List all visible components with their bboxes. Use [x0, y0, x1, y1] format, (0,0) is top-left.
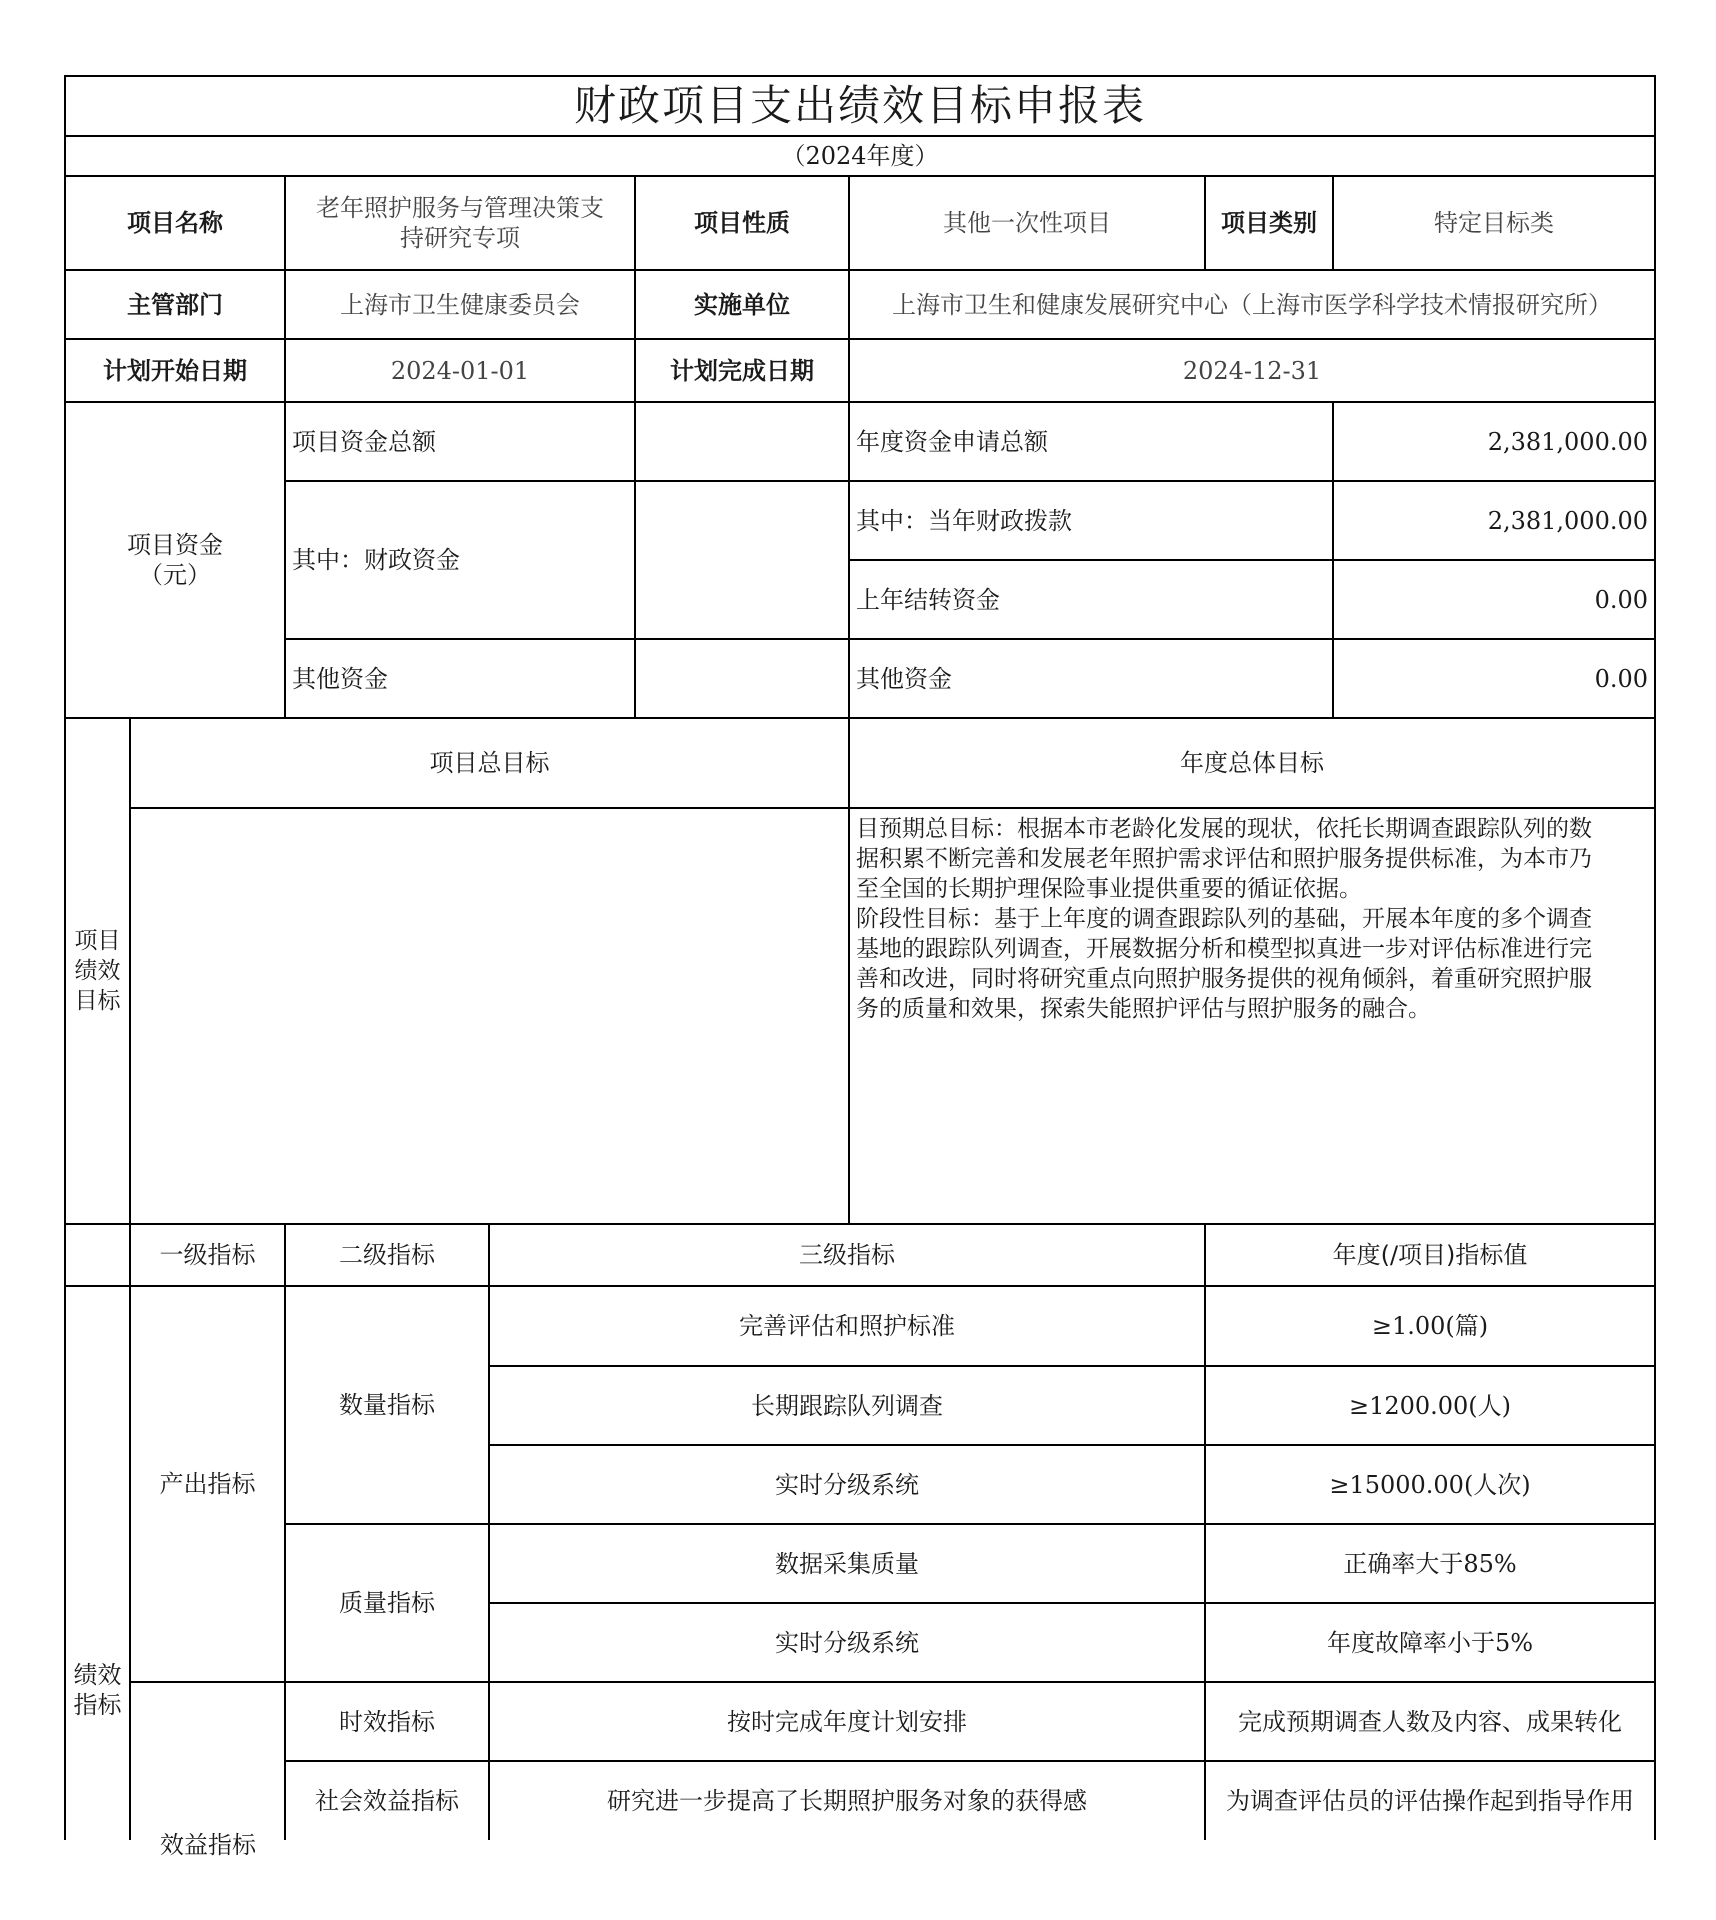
header-level2: 二级指标 — [339, 1241, 435, 1269]
annual-goal-header: 年度总体目标 — [1180, 749, 1324, 777]
indicator-row-name: 长期跟踪队列调查 — [751, 1391, 943, 1420]
indicators-section-label: 绩效 指标 — [73, 1661, 122, 1719]
header-level3: 三级指标 — [799, 1241, 895, 1269]
implementer-value: 上海市卫生和健康发展研究中心（上海市医学科学技术情报研究所） — [892, 290, 1612, 319]
indicator-row-name: 研究进一步提高了长期照护服务对象的获得感 — [607, 1786, 1087, 1815]
timeliness-indicator-label: 时效指标 — [339, 1707, 435, 1736]
carryover-label: 上年结转资金 — [856, 585, 1000, 614]
project-category-label: 项目类别 — [1221, 209, 1317, 237]
funds-total-value — [636, 403, 848, 480]
end-date-value: 2024-12-31 — [1182, 356, 1322, 385]
benefit-indicator-label: 效益指标 — [160, 1831, 256, 1859]
annual-total-label: 年度资金申请总额 — [856, 427, 1048, 456]
header-level1: 一级指标 — [159, 1241, 256, 1269]
start-date-label: 计划开始日期 — [103, 356, 247, 385]
social-benefit-label: 社会效益指标 — [315, 1786, 459, 1815]
indicator-row-value: 完成预期调查人数及内容、成果转化 — [1238, 1707, 1622, 1736]
annual-other-value: 0.00 — [1594, 664, 1648, 693]
header-value: 年度(/项目)指标值 — [1332, 1241, 1528, 1269]
indicator-row-value: ≥1.00(篇) — [1371, 1312, 1489, 1340]
indicator-row-name: 按时完成年度计划安排 — [727, 1707, 967, 1736]
indicator-row-name: 实时分级系统 — [775, 1470, 919, 1499]
page-title: 财政项目支出绩效目标申报表 — [573, 81, 1146, 130]
quality-indicator-label: 质量指标 — [339, 1589, 435, 1617]
indicator-row-name: 数据采集质量 — [775, 1549, 919, 1578]
annual-total-value: 2,381,000.00 — [1487, 427, 1648, 456]
indicator-row-name: 完善评估和照护标准 — [739, 1312, 955, 1340]
indicator-row-value: ≥1200.00(人) — [1348, 1391, 1512, 1420]
funds-section-label: 项目资金 （元） — [127, 531, 223, 589]
annual-goal-text: 目预期总目标：根据本市老龄化发展的现状，依托长期调查跟踪队列的数 据积累不断完善和发展老年照护需求评估和照护服务提供标准，为本市乃 至全国的长期护理保险事业提供重要的循证依据。 阶段性目标：基于上年度的调查跟踪队列的基础，开展本年度的多个调查 基地的跟踪队列调查，开展数据分析和模型拟真进一步对评估标准进行完 善和改进，同时将研究重点向照护服务提供的视角倾斜，着重研究照护服 务的质量和效果，探索失能照护评估与照护服务的融合。 — [856, 816, 1592, 1022]
project-category-value: 特定目标类 — [1434, 209, 1554, 237]
annual-other-label: 其他资金 — [856, 664, 952, 693]
funds-other-value — [636, 640, 848, 717]
carryover-value: 0.00 — [1594, 585, 1648, 614]
implementer-label: 实施单位 — [694, 290, 790, 319]
project-name-value: 老年照护服务与管理决策支持研究专项 — [316, 194, 604, 252]
output-indicator-label: 产出指标 — [159, 1470, 256, 1498]
overall-goal-text — [131, 809, 848, 1223]
funds-fiscal-label: 其中：财政资金 — [292, 546, 460, 574]
department-label: 主管部门 — [127, 290, 223, 319]
grid-line — [1654, 75, 1656, 1840]
funds-total-label: 项目资金总额 — [292, 427, 436, 456]
funds-other-label: 其他资金 — [292, 664, 388, 693]
funds-fiscal-value — [636, 482, 848, 638]
department-value: 上海市卫生健康委员会 — [340, 290, 580, 319]
current-fiscal-value: 2,381,000.00 — [1487, 506, 1648, 535]
overall-goal-header: 项目总目标 — [429, 749, 550, 777]
year-label: （2024年度） — [781, 142, 939, 170]
project-name-label: 项目名称 — [127, 209, 223, 237]
indicator-row-value: 正确率大于85% — [1343, 1549, 1517, 1578]
project-nature-value: 其他一次性项目 — [943, 209, 1111, 237]
end-date-label: 计划完成日期 — [670, 356, 814, 385]
indicator-row-value: 为调查评估员的评估操作起到指导作用 — [1226, 1786, 1634, 1815]
indicator-row-value: ≥15000.00(人次) — [1329, 1470, 1531, 1499]
goals-section-label: 项目 绩效 目标 — [74, 928, 121, 1014]
quantity-indicator-label: 数量指标 — [339, 1391, 435, 1419]
current-fiscal-label: 其中：当年财政拨款 — [856, 506, 1072, 535]
start-date-value: 2024-01-01 — [390, 356, 530, 385]
indicator-row-name: 实时分级系统 — [775, 1628, 919, 1657]
project-nature-label: 项目性质 — [694, 209, 790, 237]
indicator-row-value: 年度故障率小于5% — [1326, 1628, 1534, 1657]
